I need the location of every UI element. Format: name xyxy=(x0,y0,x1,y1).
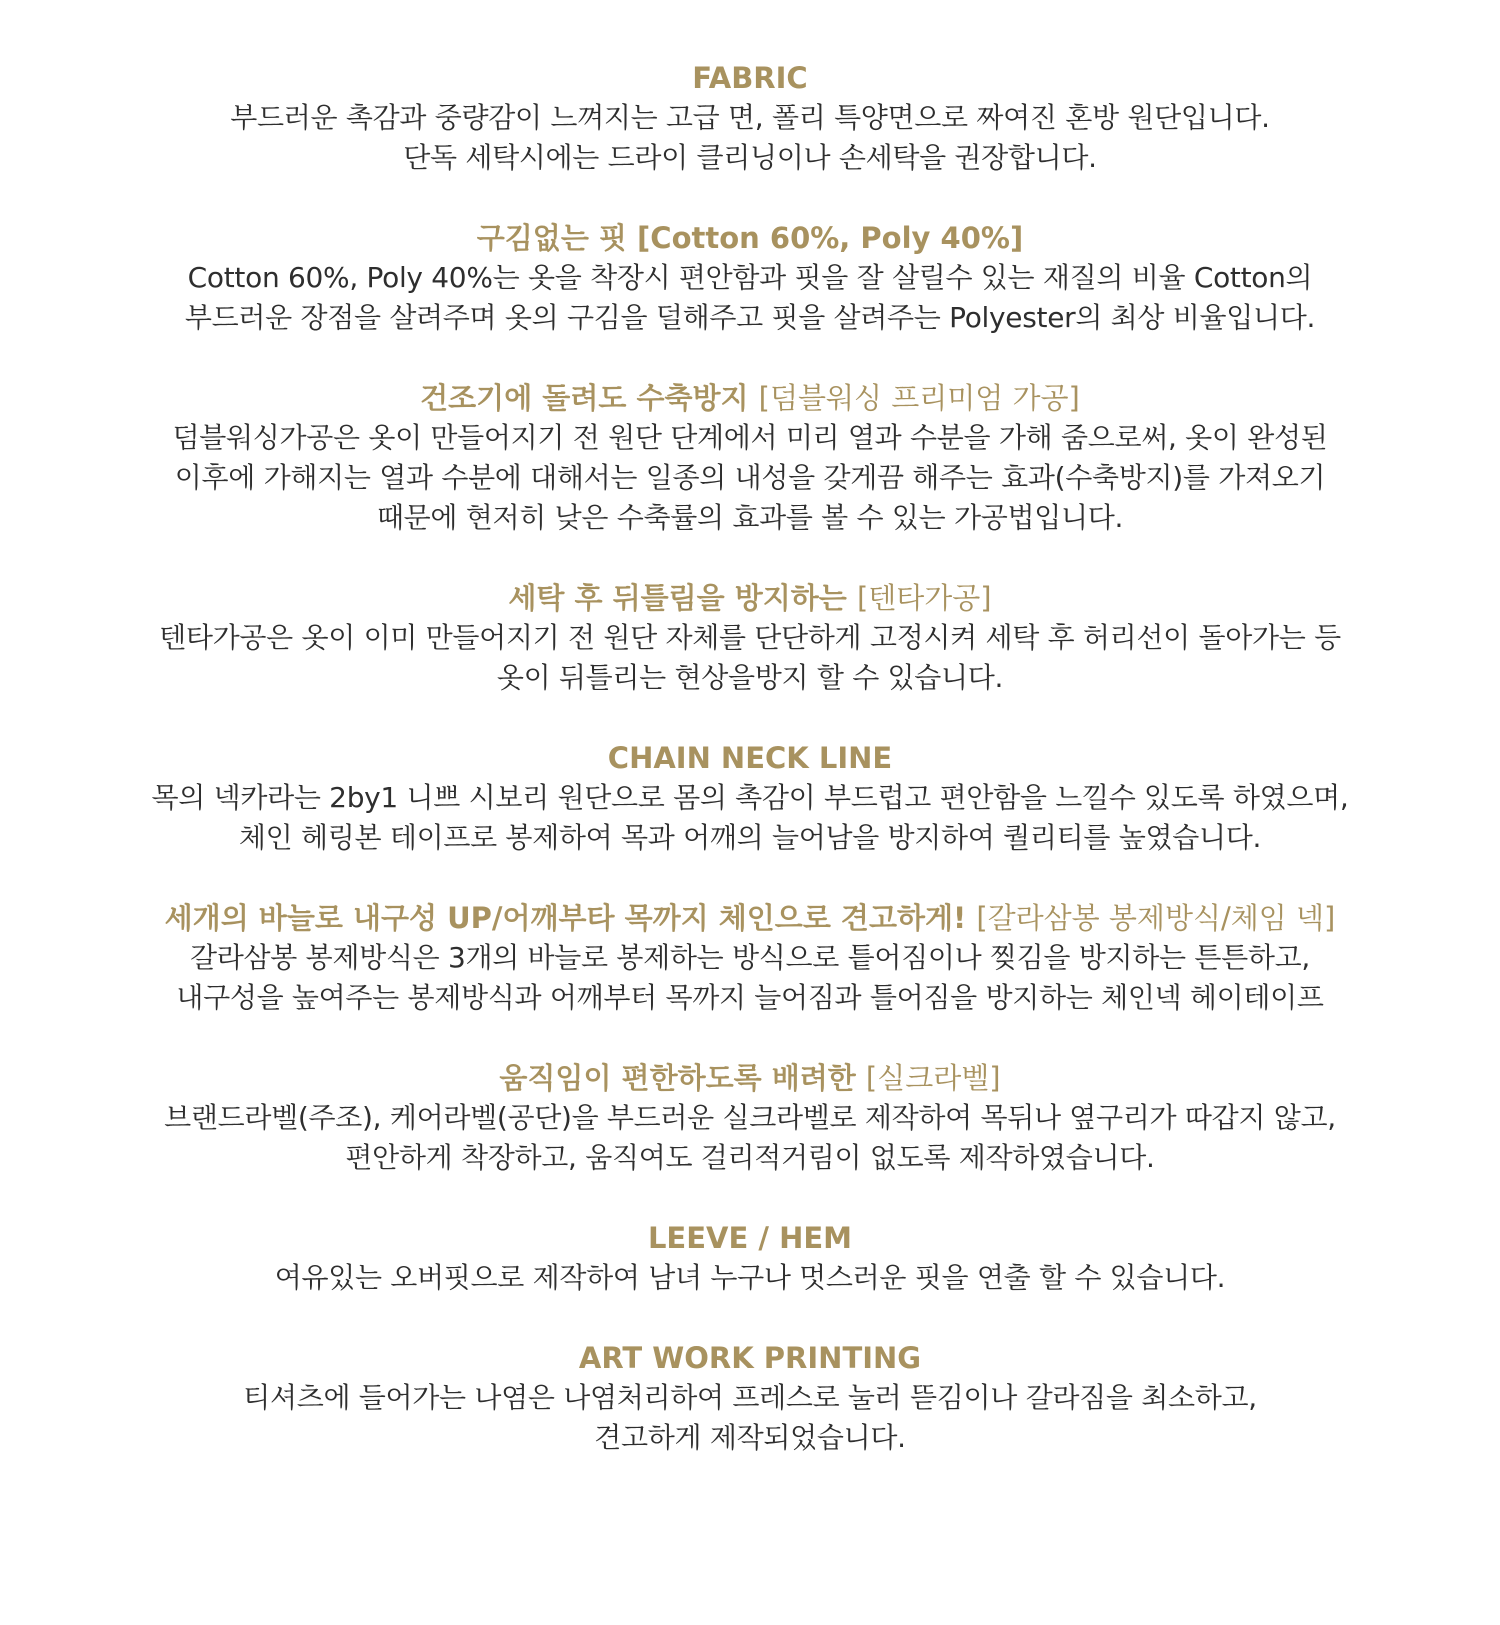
section-fabric xyxy=(30,58,1470,178)
heading-title: 움직임이 편한하도록 배려한 xyxy=(499,1061,856,1095)
section-heading xyxy=(30,58,1470,98)
body-line: 텐타가공은 옷이 이미 만들어지기 전 원단 자체를 단단하게 고정시켜 세탁 후 허리선이 돌아가는 등 xyxy=(159,621,1341,654)
heading-tag: [덤블워싱 프리미엄 가공] xyxy=(758,381,1080,415)
section-heading xyxy=(30,218,1470,258)
body-line: 이후에 가해지는 열과 수분에 대해서는 일종의 내성을 갖게끔 해주는 효과(수축방지)를 가져오기 xyxy=(174,461,1326,494)
body-line: 여유있는 오버핏으로 제작하여 남녀 누구나 멋스러운 핏을 연출 할 수 있습니다. xyxy=(274,1261,1226,1294)
body-line: 견고하게 제작되었습니다. xyxy=(594,1421,906,1454)
body-line: 갈라삼봉 봉제방식은 3개의 바늘로 봉제하는 방식으로 틑어짐이나 찢김을 방지하는 튼튼하고, xyxy=(190,941,1310,974)
body-line: 단독 세탁시에는 드라이 클리닝이나 손세탁을 권장합니다. xyxy=(403,141,1097,174)
heading-tag: [실크라벨] xyxy=(865,1061,1001,1095)
heading-title: ART WORK PRINTING xyxy=(578,1341,922,1375)
body-line: 편안하게 착장하고, 움직여도 걸리적거림이 없도록 제작하였습니다. xyxy=(345,1141,1155,1174)
body-line: 티셔츠에 들어가는 나염은 나염처리하여 프레스로 눌러 뜯김이나 갈라짐을 최소하고, xyxy=(243,1381,1257,1414)
body-line: 체인 헤링본 테이프로 봉제하여 목과 어깨의 늘어남을 방지하여 퀄리티를 높였습니다. xyxy=(238,821,1262,854)
body-line: Cotton 60%, Poly 40%는 옷을 착장시 편안함과 핏을 잘 살릴수 있는 재질의 비율 Cotton의 xyxy=(187,261,1313,294)
body-line: 부드러운 촉감과 중량감이 느껴지는 고급 면, 폴리 특양면으로 짜여진 혼방 원단입니다. xyxy=(230,101,1270,134)
section-three-needle-stitch xyxy=(30,898,1470,1018)
section-twist-prevention xyxy=(30,578,1470,698)
heading-title: 세탁 후 뒤틀림을 방지하는 xyxy=(508,581,847,615)
section-heading xyxy=(30,738,1470,778)
section-shrink-prevention xyxy=(30,378,1470,538)
section-wrinkle-free-fit xyxy=(30,218,1470,338)
section-sleeve-hem xyxy=(30,1218,1470,1298)
section-heading xyxy=(30,578,1470,618)
body-line: 목의 넥카라는 2by1 니쁘 시보리 원단으로 몸의 촉감이 부드럽고 편안함을 느낄수 있도록 하였으며, xyxy=(151,781,1349,814)
body-line: 때문에 현저히 낮은 수축률의 효과를 볼 수 있는 가공법입니다. xyxy=(376,501,1124,534)
body-line: 옷이 뒤틀리는 현상을방지 할 수 있습니다. xyxy=(496,661,1004,694)
section-heading xyxy=(30,1218,1470,1258)
body-line: 덤블워싱가공은 옷이 만들어지기 전 원단 단계에서 미리 열과 수분을 가해 줌으로써, 옷이 완성된 xyxy=(172,421,1328,454)
section-heading xyxy=(30,378,1470,418)
heading-title: FABRIC xyxy=(692,61,808,95)
body-line: 브랜드라벨(주조), 케어라벨(공단)을 부드러운 실크라벨로 제작하여 목뒤나 옆구리가 따갑지 않고, xyxy=(164,1101,1336,1134)
heading-title: CHAIN NECK LINE xyxy=(607,741,893,775)
section-chain-neck-line xyxy=(30,738,1470,858)
heading-tag: [갈라삼봉 봉제방식/체임 넥] xyxy=(976,901,1336,935)
section-heading xyxy=(30,1338,1470,1378)
section-heading xyxy=(30,1058,1470,1098)
section-art-work-printing xyxy=(30,1338,1470,1458)
heading-title: LEEVE / HEM xyxy=(647,1221,853,1255)
section-heading xyxy=(30,898,1470,938)
section-silk-label xyxy=(30,1058,1470,1178)
body-line: 내구성을 높여주는 봉제방식과 어깨부터 목까지 늘어짐과 틀어짐을 방지하는 체인넥 헤이테이프 xyxy=(176,981,1324,1014)
heading-tag: [텐타가공] xyxy=(856,581,992,615)
heading-title: 세개의 바늘로 내구성 UP/어깨부타 목까지 체인으로 견고하게! xyxy=(164,901,967,935)
heading-title: 건조기에 돌려도 수축방지 xyxy=(420,381,749,415)
heading-title: 구김없는 핏 [Cotton 60%, Poly 40%] xyxy=(476,221,1024,255)
body-line: 부드러운 장점을 살려주며 옷의 구김을 덜해주고 핏을 살려주는 Polyester의 최상 비율입니다. xyxy=(184,301,1316,334)
